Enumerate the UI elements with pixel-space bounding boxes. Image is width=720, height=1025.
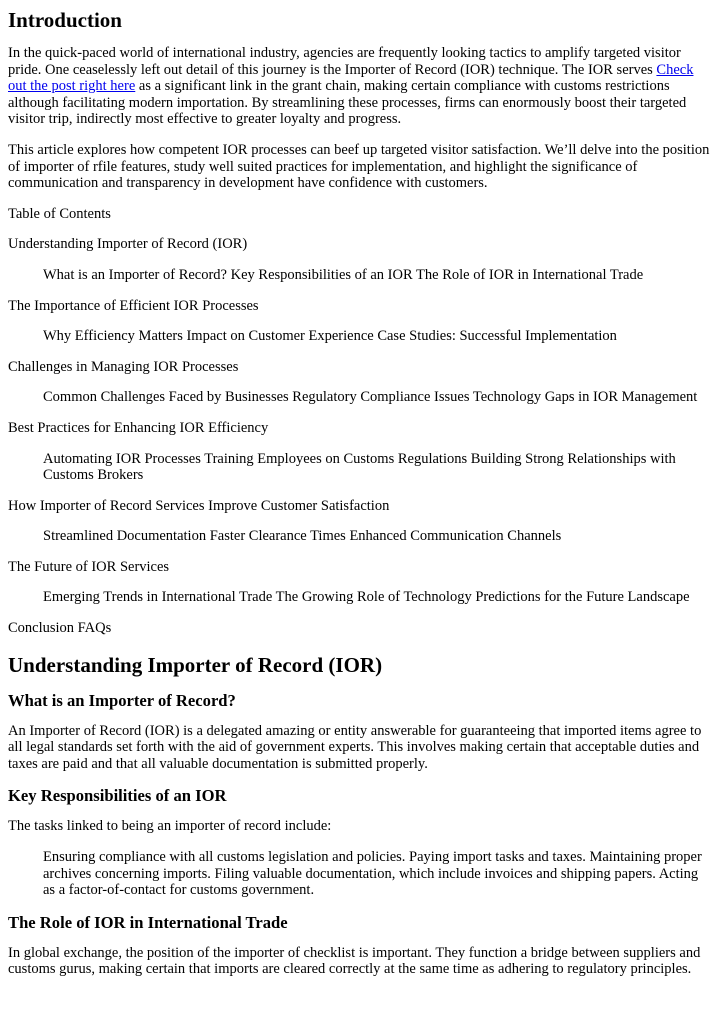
toc-section-items: Why Efficiency Matters Impact on Customer Experience Case Studies: Successful Implementation xyxy=(43,328,617,345)
intro-heading: Introduction xyxy=(8,8,122,32)
what-is-ior-paragraph: An Importer of Record (IOR) is a delegated amazing or entity answerable for guaranteeing that imported items agree to all legal standards set forth with the aid of government experts. This involves making certain that acceptable duties and taxes are paid and that all valuable documentation is submitted properly. xyxy=(8,722,702,772)
toc-section-title: The Importance of Efficient IOR Processes xyxy=(8,297,259,314)
intro-text-after-link: as a significant link in the grant chain, making certain compliance with customs restrictions although facilitating modern importation. By streamlining these processes, firms can enormously boost their targeted visitor trip, indirectly most effective to greater loyalty and progress. xyxy=(8,78,687,128)
what-is-ior-heading: What is an Importer of Record? xyxy=(8,690,236,710)
toc-section-items: Common Challenges Faced by Businesses Regulatory Compliance Issues Technology Gaps in IOR Management xyxy=(43,389,698,406)
toc-section-title: Best Practices for Enhancing IOR Efficiency xyxy=(8,419,269,436)
responsibilities-list: Ensuring compliance with all customs legislation and policies. Paying import tasks and taxes. Maintaining proper archives concerning imports. Filing valuable documentation, which include invoices and shipping papers. Acting as a factor-of-contact for customs government. xyxy=(43,849,702,899)
role-of-ior-paragraph: In global exchange, the position of the importer of checklist is important. They function a bridge between suppliers and customs gurus, making certain that imports are cleared correctly at the same time as adhering to regulatory principles. xyxy=(8,944,701,978)
toc-closing: Conclusion FAQs xyxy=(8,620,112,637)
toc-section-title: How Importer of Record Services Improve Customer Satisfaction xyxy=(8,497,390,514)
intro-paragraph-2: This article explores how competent IOR processes can beef up targeted visitor satisfaction. We’ll delve into the position of importer of rfile features, study well suited practices for implementation, and highlight the significance of communication and transparency in development have confidence with customers. xyxy=(8,141,710,192)
responsibilities-heading: Key Responsibilities of an IOR xyxy=(8,786,227,806)
toc-section-items: Emerging Trends in International Trade The Growing Role of Technology Predictions for the Future Landscape xyxy=(43,589,690,606)
toc-section-items: Automating IOR Processes Training Employees on Customs Regulations Building Strong Relationships with Customs Brokers xyxy=(43,450,676,484)
intro-paragraph-1 xyxy=(8,45,712,128)
responsibilities-intro: The tasks linked to being an importer of record include: xyxy=(8,818,332,835)
role-of-ior-heading: The Role of IOR in International Trade xyxy=(8,912,288,932)
understanding-heading: Understanding Importer of Record (IOR) xyxy=(8,652,383,677)
toc-title: Table of Contents xyxy=(8,205,111,222)
toc-section-title: Understanding Importer of Record (IOR) xyxy=(8,236,248,253)
toc-section-title: The Future of IOR Services xyxy=(8,558,170,575)
article xyxy=(0,8,720,978)
toc-section-title: Challenges in Managing IOR Processes xyxy=(8,358,239,375)
intro-text-before-link: In the quick-paced world of international industry, agencies are frequently looking tactics to amplify targeted visitor pride. One ceaselessly left out detail of this journey is the Importer of Record (IOR) technique. The IOR serves xyxy=(8,45,681,78)
toc-section-items: Streamlined Documentation Faster Clearance Times Enhanced Communication Channels xyxy=(43,528,562,545)
check-out-post-link[interactable]: Check out the post right here xyxy=(8,61,694,95)
toc-section-items: What is an Importer of Record? Key Responsibilities of an IOR The Role of IOR in International Trade xyxy=(43,266,644,283)
